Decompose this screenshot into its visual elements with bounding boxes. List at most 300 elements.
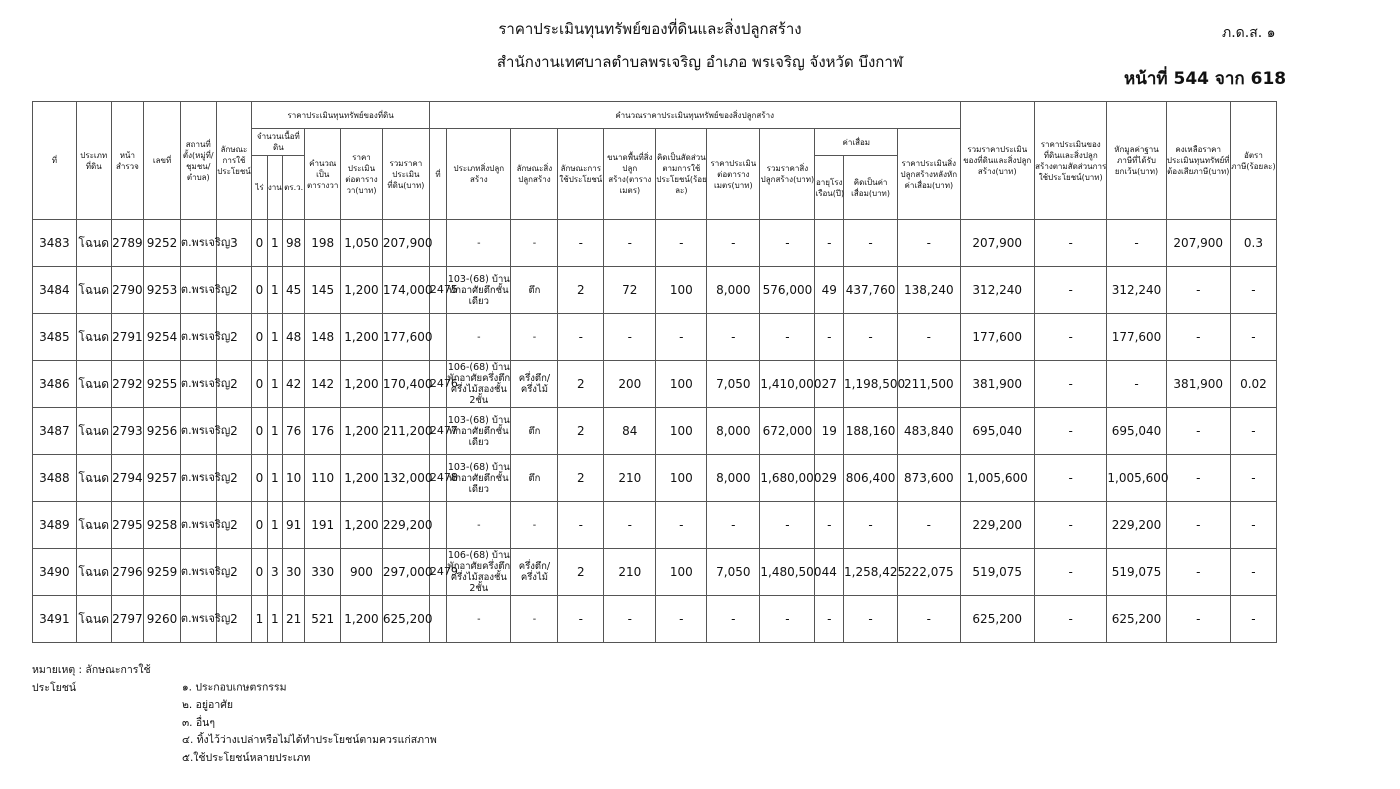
cell-dep-amount: -	[844, 314, 898, 361]
cell-grand-total: 381,900	[960, 361, 1034, 408]
cell-no: 3488	[33, 455, 77, 502]
cell-doc-no: 9258	[144, 502, 181, 549]
footnotes	[32, 662, 437, 767]
cell-exemption: 625,200	[1107, 596, 1166, 643]
cell-ngan: 1	[267, 596, 282, 643]
col-header-location: สถานที่ตั้ง(หมู่ที่/ชุมชน/ตำบล)	[180, 102, 216, 220]
cell-land-total: 211,200	[382, 408, 429, 455]
cell-ratio-value: -	[1034, 549, 1106, 596]
cell-building-percent: 100	[656, 267, 707, 314]
cell-building-total: 1,680,000	[760, 455, 815, 502]
table-row	[33, 361, 1277, 408]
col-header-ngan: งาน	[267, 156, 282, 220]
cell-grand-total: 312,240	[960, 267, 1034, 314]
cell-dep-amount: 1,198,500	[844, 361, 898, 408]
cell-grand-total: 229,200	[960, 502, 1034, 549]
cell-building-total: -	[760, 596, 815, 643]
cell-wa: 30	[282, 549, 304, 596]
cell-building-type: 103-(68) บ้านพักอาศัยตึกชั้นเดียว	[447, 408, 511, 455]
cell-land-use: 2	[216, 549, 252, 596]
cell-building-total: -	[760, 314, 815, 361]
cell-land-type: โฉนด	[76, 549, 111, 596]
cell-building-size: 84	[604, 408, 656, 455]
cell-wa: 76	[282, 408, 304, 455]
cell-exemption: 177,600	[1107, 314, 1166, 361]
cell-tax-rate: -	[1230, 502, 1276, 549]
cell-land-total: 174,000	[382, 267, 429, 314]
col-group-area: จำนวนเนื้อที่ดิน	[252, 129, 305, 156]
cell-rai: 0	[252, 408, 267, 455]
col-group-land-valuation: ราคาประเมินทุนทรัพย์ของที่ดิน	[252, 102, 430, 129]
cell-tax-rate: -	[1230, 267, 1276, 314]
cell-land-type: โฉนด	[76, 408, 111, 455]
cell-grand-total: 519,075	[960, 549, 1034, 596]
cell-building-total: -	[760, 220, 815, 267]
cell-grand-total: 625,200	[960, 596, 1034, 643]
cell-building-price: 7,050	[707, 361, 760, 408]
cell-location: ต.พรเจริญ	[180, 267, 216, 314]
col-header-land-use: ลักษณะการใช้ประโยชน์	[216, 102, 252, 220]
table-row	[33, 408, 1277, 455]
cell-ratio-value: -	[1034, 314, 1106, 361]
cell-rai: 1	[252, 596, 267, 643]
cell-building-no: 2475	[429, 267, 446, 314]
cell-ngan: 1	[267, 361, 282, 408]
cell-location: ต.พรเจริญ	[180, 361, 216, 408]
cell-exemption: 229,200	[1107, 502, 1166, 549]
cell-building-use: 2	[558, 361, 604, 408]
cell-dep-amount: 188,160	[844, 408, 898, 455]
cell-grand-total: 1,005,600	[960, 455, 1034, 502]
cell-wa: 45	[282, 267, 304, 314]
cell-building-total: 1,410,000	[760, 361, 815, 408]
cell-ratio-value: -	[1034, 361, 1106, 408]
cell-rai: 0	[252, 267, 267, 314]
cell-survey-page: 2792	[111, 361, 144, 408]
cell-area-sqwa: 521	[305, 596, 341, 643]
cell-building-size: -	[604, 596, 656, 643]
col-header-land-type: ประเภทที่ดิน	[76, 102, 111, 220]
cell-grand-total: 695,040	[960, 408, 1034, 455]
col-header-no: ที่	[33, 102, 77, 220]
cell-rai: 0	[252, 314, 267, 361]
cell-building-use: -	[558, 596, 604, 643]
col-header-building-type: ประเภทสิ่งปลูกสร้าง	[447, 129, 511, 220]
cell-dep-age: 29	[815, 455, 844, 502]
cell-taxable: 207,900	[1166, 220, 1230, 267]
cell-ratio-value: -	[1034, 408, 1106, 455]
col-header-dep-amount: คิดเป็นค่าเสื่อม(บาท)	[844, 156, 898, 220]
table-row	[33, 549, 1277, 596]
cell-rai: 0	[252, 549, 267, 596]
cell-location: ต.พรเจริญ	[180, 314, 216, 361]
cell-land-type: โฉนด	[76, 455, 111, 502]
cell-building-type: -	[447, 220, 511, 267]
cell-rai: 0	[252, 220, 267, 267]
cell-taxable: -	[1166, 596, 1230, 643]
col-header-wa: ตร.ว.	[282, 156, 304, 220]
cell-building-percent: -	[656, 596, 707, 643]
cell-tax-rate: -	[1230, 596, 1276, 643]
cell-price-per-sqwa: 1,200	[341, 502, 383, 549]
cell-land-total: 170,400	[382, 361, 429, 408]
table-row	[33, 267, 1277, 314]
cell-taxable: -	[1166, 408, 1230, 455]
cell-ratio-value: -	[1034, 455, 1106, 502]
cell-building-price: 8,000	[707, 408, 760, 455]
cell-land-use: 3	[216, 220, 252, 267]
cell-land-use: 2	[216, 502, 252, 549]
cell-area-sqwa: 176	[305, 408, 341, 455]
cell-area-sqwa: 142	[305, 361, 341, 408]
cell-building-size: -	[604, 220, 656, 267]
cell-building-size: 72	[604, 267, 656, 314]
cell-building-kind: ครึ่งตึก/ครึ่งไม้	[511, 549, 558, 596]
cell-doc-no: 9253	[144, 267, 181, 314]
cell-dep-age: 19	[815, 408, 844, 455]
cell-building-no: 2479	[429, 549, 446, 596]
cell-land-use: 2	[216, 267, 252, 314]
cell-building-price: 8,000	[707, 267, 760, 314]
cell-land-total: 625,200	[382, 596, 429, 643]
cell-no: 3491	[33, 596, 77, 643]
cell-price-per-sqwa: 1,200	[341, 455, 383, 502]
col-header-taxable: คงเหลือราคาประเมินทุนทรัพย์ที่ต้องเสียภาษี(บาท)	[1166, 102, 1230, 220]
table-row	[33, 314, 1277, 361]
cell-location: ต.พรเจริญ	[180, 502, 216, 549]
cell-price-per-sqwa: 1,200	[341, 267, 383, 314]
cell-building-size: -	[604, 314, 656, 361]
cell-after-depreciation: 483,840	[898, 408, 960, 455]
cell-dep-amount: -	[844, 596, 898, 643]
cell-dep-age: 49	[815, 267, 844, 314]
cell-building-kind: ตึก	[511, 408, 558, 455]
cell-land-type: โฉนด	[76, 596, 111, 643]
cell-area-sqwa: 148	[305, 314, 341, 361]
cell-price-per-sqwa: 1,200	[341, 361, 383, 408]
cell-after-depreciation: -	[898, 502, 960, 549]
footnote-item: ๕.ใช้ประโยชน์หลายประเภท	[182, 751, 311, 764]
cell-no: 3490	[33, 549, 77, 596]
cell-building-use: 2	[558, 408, 604, 455]
cell-area-sqwa: 198	[305, 220, 341, 267]
cell-no: 3486	[33, 361, 77, 408]
cell-building-type: 103-(68) บ้านพักอาศัยตึกชั้นเดียว	[447, 455, 511, 502]
cell-building-type: 106-(68) บ้านพักอาศัยครึ่งตึกครึ่งไม้สองชั้น 2ชั้น	[447, 362, 511, 406]
cell-land-use: 2	[216, 596, 252, 643]
cell-land-type: โฉนด	[76, 361, 111, 408]
cell-building-total: 576,000	[760, 267, 815, 314]
cell-ratio-value: -	[1034, 596, 1106, 643]
cell-rai: 0	[252, 502, 267, 549]
page-indicator: หน้าที่ 544 จาก 618	[1124, 69, 1287, 89]
cell-building-percent: -	[656, 502, 707, 549]
cell-building-kind: ครึ่งตึก/ครึ่งไม้	[511, 361, 558, 408]
cell-no: 3484	[33, 267, 77, 314]
footnote-item: ๒. อยู่อาศัย	[182, 699, 234, 711]
cell-dep-amount: -	[844, 220, 898, 267]
cell-building-kind: ตึก	[511, 267, 558, 314]
cell-area-sqwa: 145	[305, 267, 341, 314]
col-header-grand-total: รวมราคาประเมินของที่ดินและสิ่งปลูกสร้าง(บาท)	[960, 102, 1034, 220]
cell-building-kind: -	[511, 220, 558, 267]
cell-land-type: โฉนด	[76, 267, 111, 314]
cell-doc-no: 9254	[144, 314, 181, 361]
cell-wa: 21	[282, 596, 304, 643]
cell-building-size: -	[604, 502, 656, 549]
cell-dep-age: -	[815, 220, 844, 267]
table-row	[33, 220, 1277, 267]
cell-exemption: 312,240	[1107, 267, 1166, 314]
cell-exemption: 519,075	[1107, 549, 1166, 596]
cell-doc-no: 9257	[144, 455, 181, 502]
table-row	[33, 596, 1277, 643]
cell-land-total: 229,200	[382, 502, 429, 549]
cell-after-depreciation: -	[898, 596, 960, 643]
cell-after-depreciation: 138,240	[898, 267, 960, 314]
cell-dep-age: 44	[815, 549, 844, 596]
col-header-building-kind: ลักษณะสิ่งปลูกสร้าง	[511, 129, 558, 220]
cell-location: ต.พรเจริญ	[180, 408, 216, 455]
cell-wa: 91	[282, 502, 304, 549]
cell-taxable: -	[1166, 267, 1230, 314]
col-header-building-size: ขนาดพื้นที่สิ่งปลูกสร้าง(ตารางเมตร)	[604, 129, 656, 220]
cell-building-type: 106-(68) บ้านพักอาศัยครึ่งตึกครึ่งไม้สองชั้น 2ชั้น	[447, 550, 511, 594]
table-row	[33, 455, 1277, 502]
cell-tax-rate: -	[1230, 455, 1276, 502]
cell-exemption: -	[1107, 361, 1166, 408]
cell-building-total: 672,000	[760, 408, 815, 455]
cell-ngan: 1	[267, 220, 282, 267]
cell-location: ต.พรเจริญ	[180, 596, 216, 643]
cell-no: 3485	[33, 314, 77, 361]
col-header-building-use: ลักษณะการใช้ประโยชน์	[558, 129, 604, 220]
cell-land-use: 2	[216, 408, 252, 455]
cell-rai: 0	[252, 361, 267, 408]
document-subtitle: สำนักงานเทศบาลตำบลพรเจริญ อำเภอ พรเจริญ จังหวัด บึงกาฬ	[496, 53, 904, 71]
col-group-depreciation: ค่าเสื่อม	[815, 129, 898, 156]
form-code: ภ.ด.ส. ๑	[1222, 25, 1276, 41]
cell-building-price: -	[707, 502, 760, 549]
cell-exemption: 1,005,600	[1107, 455, 1166, 502]
cell-taxable: 381,900	[1166, 361, 1230, 408]
cell-building-percent: 100	[656, 361, 707, 408]
cell-dep-amount: 1,258,425	[844, 549, 898, 596]
cell-building-percent: -	[656, 220, 707, 267]
cell-building-price: 7,050	[707, 549, 760, 596]
cell-building-no: 2477	[429, 408, 446, 455]
cell-exemption: 695,040	[1107, 408, 1166, 455]
cell-building-no: 2476	[429, 361, 446, 408]
col-header-dep-age: อายุโรงเรือน(ปี)	[815, 156, 844, 220]
col-header-building-price: ราคาประเมินต่อตารางเมตร(บาท)	[707, 129, 760, 220]
cell-grand-total: 207,900	[960, 220, 1034, 267]
cell-building-use: -	[558, 502, 604, 549]
cell-land-use: 2	[216, 314, 252, 361]
cell-exemption: -	[1107, 220, 1166, 267]
col-header-exemption: หักมูลค่าฐานภาษีที่ได้รับยกเว้น(บาท)	[1107, 102, 1166, 220]
cell-survey-page: 2789	[111, 220, 144, 267]
cell-wa: 48	[282, 314, 304, 361]
cell-dep-age: -	[815, 502, 844, 549]
cell-area-sqwa: 330	[305, 549, 341, 596]
cell-rai: 0	[252, 455, 267, 502]
cell-tax-rate: -	[1230, 314, 1276, 361]
col-header-after-depreciation: ราคาประเมินสิ่งปลูกสร้างหลังหักค่าเสื่อม(บาท)	[898, 129, 960, 220]
cell-building-percent: 100	[656, 455, 707, 502]
cell-tax-rate: -	[1230, 408, 1276, 455]
cell-ratio-value: -	[1034, 220, 1106, 267]
cell-taxable: -	[1166, 502, 1230, 549]
cell-building-type: -	[447, 502, 511, 549]
col-header-area-sqwa: คำนวณเป็นตารางวา	[305, 129, 341, 220]
cell-building-price: -	[707, 596, 760, 643]
cell-building-size: 200	[604, 361, 656, 408]
cell-building-use: -	[558, 220, 604, 267]
footnote-item: ๔. ทิ้งไว้ว่างเปล่าหรือไม่ได้ทำประโยชน์ตามควรแก่สภาพ	[182, 734, 437, 746]
cell-ratio-value: -	[1034, 502, 1106, 549]
footnote-item: ๓. อื่นๆ	[182, 716, 215, 729]
cell-building-type: 103-(68) บ้านพักอาศัยตึกชั้นเดียว	[447, 267, 511, 314]
cell-ngan: 1	[267, 314, 282, 361]
cell-ratio-value: -	[1034, 267, 1106, 314]
cell-no: 3487	[33, 408, 77, 455]
cell-building-kind: -	[511, 596, 558, 643]
cell-building-percent: 100	[656, 549, 707, 596]
cell-price-per-sqwa: 1,050	[341, 220, 383, 267]
cell-land-total: 177,600	[382, 314, 429, 361]
cell-building-kind: ตึก	[511, 455, 558, 502]
cell-doc-no: 9252	[144, 220, 181, 267]
cell-building-size: 210	[604, 455, 656, 502]
col-header-ratio-value: ราคาประเมินของที่ดินและสิ่งปลูกสร้างตามสัดส่วนการใช้ประโยชน์(บาท)	[1034, 102, 1106, 220]
cell-building-price: -	[707, 220, 760, 267]
cell-land-total: 132,000	[382, 455, 429, 502]
col-header-building-no: ที่	[429, 129, 446, 220]
col-header-price-per-sqwa: ราคาประเมินต่อตารางวา(บาท)	[341, 129, 383, 220]
cell-wa: 42	[282, 361, 304, 408]
cell-land-type: โฉนด	[76, 314, 111, 361]
document-title: ราคาประเมินทุนทรัพย์ของที่ดินและสิ่งปลูกสร้าง	[498, 20, 802, 38]
col-header-tax-rate: อัตราภาษี(ร้อยละ)	[1230, 102, 1276, 220]
cell-ngan: 1	[267, 408, 282, 455]
cell-location: ต.พรเจริญ	[180, 549, 216, 596]
col-header-doc-no: เลขที่	[144, 102, 181, 220]
cell-tax-rate: 0.3	[1230, 220, 1276, 267]
cell-price-per-sqwa: 1,200	[341, 408, 383, 455]
cell-after-depreciation: -	[898, 220, 960, 267]
cell-grand-total: 177,600	[960, 314, 1034, 361]
cell-price-per-sqwa: 1,200	[341, 314, 383, 361]
cell-dep-amount: 437,760	[844, 267, 898, 314]
cell-area-sqwa: 110	[305, 455, 341, 502]
cell-building-use: -	[558, 314, 604, 361]
cell-building-kind: -	[511, 502, 558, 549]
cell-building-percent: 100	[656, 408, 707, 455]
cell-building-use: 2	[558, 549, 604, 596]
cell-building-total: -	[760, 502, 815, 549]
cell-doc-no: 9260	[144, 596, 181, 643]
cell-ngan: 1	[267, 455, 282, 502]
col-header-land-total: รวมราคาประเมินที่ดิน(บาท)	[382, 129, 429, 220]
cell-tax-rate: 0.02	[1230, 361, 1276, 408]
assessment-table	[32, 101, 1277, 643]
footnote-item: ๑. ประกอบเกษตรกรรม	[182, 681, 287, 694]
cell-no: 3483	[33, 220, 77, 267]
col-header-survey-page: หน้าสำรวจ	[111, 102, 144, 220]
cell-building-type: -	[447, 314, 511, 361]
cell-land-total: 207,900	[382, 220, 429, 267]
cell-dep-age: 27	[815, 361, 844, 408]
cell-survey-page: 2794	[111, 455, 144, 502]
cell-building-percent: -	[656, 314, 707, 361]
cell-ngan: 1	[267, 267, 282, 314]
cell-land-type: โฉนด	[76, 220, 111, 267]
cell-price-per-sqwa: 1,200	[341, 596, 383, 643]
cell-building-type: -	[447, 596, 511, 643]
cell-after-depreciation: 873,600	[898, 455, 960, 502]
cell-wa: 98	[282, 220, 304, 267]
cell-after-depreciation: 222,075	[898, 549, 960, 596]
cell-price-per-sqwa: 900	[341, 549, 383, 596]
cell-land-use: 2	[216, 455, 252, 502]
cell-building-use: 2	[558, 267, 604, 314]
cell-ngan: 1	[267, 502, 282, 549]
cell-tax-rate: -	[1230, 549, 1276, 596]
col-header-building-total: รวมราคาสิ่งปลูกสร้าง(บาท)	[760, 129, 815, 220]
cell-dep-age: -	[815, 314, 844, 361]
col-header-building-percent: คิดเป็นสัดส่วนตามการใช้ประโยชน์(ร้อยละ)	[656, 129, 707, 220]
cell-dep-amount: 806,400	[844, 455, 898, 502]
cell-survey-page: 2795	[111, 502, 144, 549]
cell-ngan: 3	[267, 549, 282, 596]
cell-land-use: 2	[216, 361, 252, 408]
cell-no: 3489	[33, 502, 77, 549]
cell-doc-no: 9255	[144, 361, 181, 408]
col-header-rai: ไร่	[252, 156, 267, 220]
cell-doc-no: 9256	[144, 408, 181, 455]
cell-wa: 10	[282, 455, 304, 502]
cell-land-total: 297,000	[382, 549, 429, 596]
cell-doc-no: 9259	[144, 549, 181, 596]
cell-taxable: -	[1166, 314, 1230, 361]
cell-survey-page: 2797	[111, 596, 144, 643]
cell-taxable: -	[1166, 455, 1230, 502]
cell-building-kind: -	[511, 314, 558, 361]
footnote-label: หมายเหตุ : ลักษณะการใช้ประโยชน์	[32, 664, 151, 694]
cell-building-total: 1,480,500	[760, 549, 815, 596]
cell-building-price: -	[707, 314, 760, 361]
table-row	[33, 502, 1277, 549]
cell-survey-page: 2793	[111, 408, 144, 455]
cell-survey-page: 2791	[111, 314, 144, 361]
col-group-building-valuation: คำนวณราคาประเมินทุนทรัพย์ของสิ่งปลูกสร้าง	[429, 102, 960, 129]
cell-after-depreciation: -	[898, 314, 960, 361]
cell-location: ต.พรเจริญ	[180, 455, 216, 502]
cell-building-use: 2	[558, 455, 604, 502]
cell-building-price: 8,000	[707, 455, 760, 502]
cell-after-depreciation: 211,500	[898, 361, 960, 408]
cell-dep-age: -	[815, 596, 844, 643]
cell-location: ต.พรเจริญ	[180, 220, 216, 267]
cell-building-size: 210	[604, 549, 656, 596]
cell-survey-page: 2790	[111, 267, 144, 314]
cell-land-type: โฉนด	[76, 502, 111, 549]
cell-survey-page: 2796	[111, 549, 144, 596]
cell-dep-amount: -	[844, 502, 898, 549]
cell-area-sqwa: 191	[305, 502, 341, 549]
cell-building-no: 2478	[429, 455, 446, 502]
